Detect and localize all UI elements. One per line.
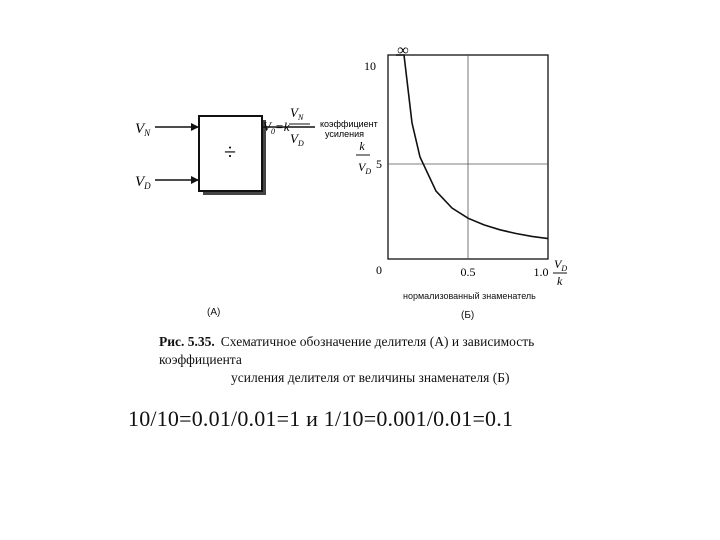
x-tick-0-5: 0.5	[460, 265, 476, 279]
x-tick-1-0: 1.0	[533, 265, 549, 279]
y-axis-label-line2: усиления	[325, 129, 365, 139]
y-tick-10: 10	[364, 59, 376, 73]
gain-curve	[396, 55, 548, 239]
y-axis-label-line1: коэффициент	[320, 119, 378, 129]
output-numerator: $V_N$	[290, 105, 304, 122]
caption-line1: Схематичное обозначение делителя (А) и зависимость коэффициента	[159, 334, 535, 367]
divide-symbol: ÷	[223, 139, 237, 164]
x-axis-fraction-num: $V_D$	[554, 257, 568, 273]
y-tick-0: 0	[376, 263, 382, 277]
y-tick-5: 5	[376, 157, 382, 171]
chart-label: (Б)	[461, 310, 475, 321]
input-top-label: $V_N$	[135, 121, 151, 138]
example-formula: 10/10=0.01/0.01=1 и 1/10=0.001/0.01=0.1	[128, 406, 514, 431]
caption-prefix: Рис. 5.35.	[159, 334, 215, 349]
x-axis-label: нормализованный знаменатель	[403, 291, 536, 301]
output-lhs-label: $V_0=k$	[263, 119, 290, 136]
diagram-label: (A)	[207, 307, 221, 318]
y-axis-fraction-num: k	[359, 139, 365, 153]
figure-caption	[159, 333, 609, 387]
infinity-label: ∞	[397, 42, 409, 59]
caption-line2: усиления делителя от величины знаменателя (Б)	[231, 370, 510, 385]
y-axis-fraction-den: $V_D$	[358, 160, 372, 176]
input-bottom-label: $V_D$	[135, 174, 151, 191]
output-denominator: $V_D$	[290, 131, 304, 148]
x-axis-fraction-den: k	[557, 274, 563, 288]
